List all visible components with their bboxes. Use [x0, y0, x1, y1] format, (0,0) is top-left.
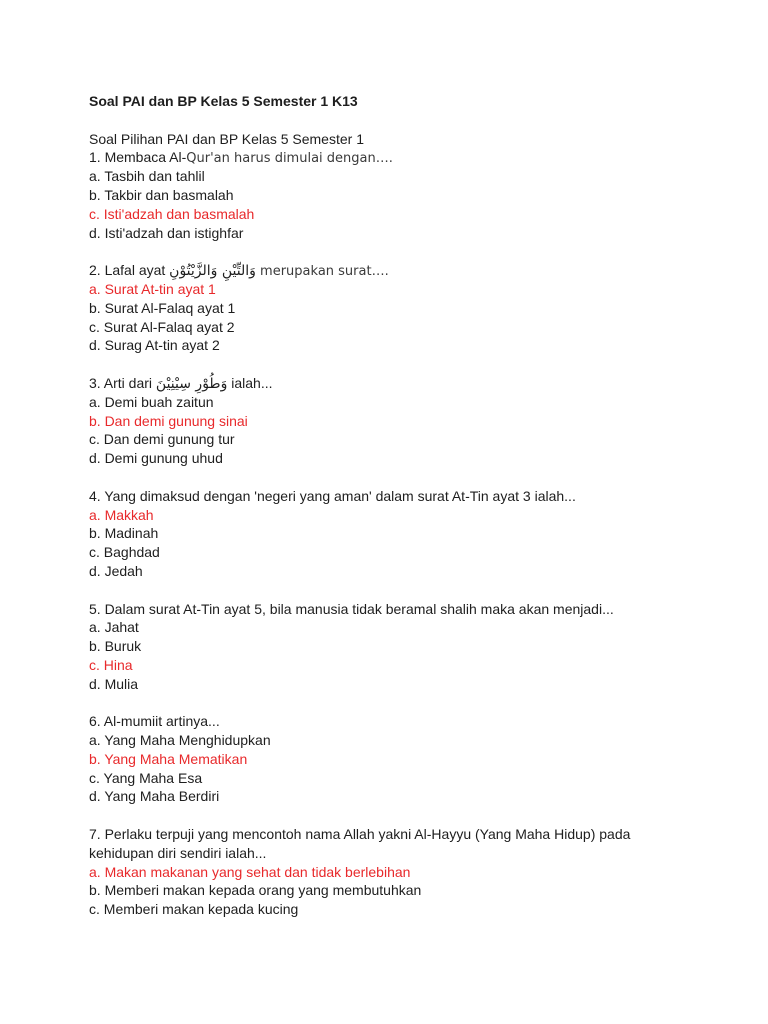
question-4-text: 4. Yang dimaksud dengan 'negeri yang aman' dalam surat At-Tin ayat 3 ialah...: [89, 487, 576, 504]
question-2-text: [89, 261, 739, 280]
question-2-option-a: a. Surat At-tin ayat 1: [89, 280, 216, 297]
question-1-lead: 1. Membaca Al-: [89, 149, 187, 166]
question-2-lead: 2. Lafal ayat: [89, 262, 170, 279]
spacer: [89, 468, 739, 487]
question-6-option-c: c. Yang Maha Esa: [89, 769, 203, 786]
question-2-option-b: b. Surat Al-Falaq ayat 1: [89, 299, 236, 316]
question-6-text: 6. Al-mumiit artinya...: [89, 713, 220, 730]
question-4-option-a: a. Makkah: [89, 506, 154, 523]
section-heading: Soal Pilihan PAI dan BP Kelas 5 Semester 1: [89, 130, 364, 147]
question-1-rest: Qur'an harus dimulai dengan….: [186, 151, 393, 167]
question-5-option-d: d. Mulia: [89, 675, 139, 692]
question-5-option-a: a. Jahat: [89, 619, 139, 636]
question-6-option-d: d. Yang Maha Berdiri: [89, 788, 220, 805]
question-7-option-a: a. Makan makanan yang sehat dan tidak berlebihan: [89, 863, 411, 880]
question-3-rest: ialah...: [227, 374, 273, 391]
spacer: [89, 581, 739, 600]
question-7-option-b: b. Memberi makan kepada orang yang membutuhkan: [89, 882, 422, 899]
spacer: [89, 694, 739, 713]
question-3-arabic-verse: وَطُوْرِ سِيْنِيْنَ: [155, 375, 228, 392]
spacer: [89, 355, 739, 374]
question-5-text: 5. Dalam surat At-Tin ayat 5, bila manusia tidak beramal shalih maka akan menjadi...: [89, 600, 614, 617]
question-2-arabic-verse: وَالتِّيْنِ وَالزَّيْتُوْنِ: [169, 263, 256, 280]
question-4-option-d: d. Jedah: [89, 562, 143, 579]
document-title: Soal PAI dan BP Kelas 5 Semester 1 K13: [89, 93, 358, 109]
spacer: [89, 806, 739, 825]
question-3-option-d: d. Demi gunung uhud: [89, 450, 223, 467]
question-5-option-b: b. Buruk: [89, 638, 142, 655]
question-7-text-continuation: kehidupan diri sendiri ialah...: [89, 844, 267, 861]
spacer: [89, 111, 739, 130]
question-6-option-b: b. Yang Maha Mematikan: [89, 750, 248, 767]
question-3-option-c: c. Dan demi gunung tur: [89, 431, 235, 448]
document-page: [89, 92, 739, 919]
question-7-text: 7. Perlaku terpuji yang mencontoh nama Allah yakni Al-Hayyu (Yang Maha Hidup) pada: [89, 826, 631, 843]
question-1-option-c: c. Isti'adzah dan basmalah: [89, 205, 255, 222]
question-1-option-d: d. Isti'adzah dan istighfar: [89, 224, 244, 241]
question-2-rest: merupakan surat….: [255, 264, 389, 280]
question-4-option-b: b. Madinah: [89, 525, 159, 542]
question-4-option-c: c. Baghdad: [89, 544, 160, 561]
question-1-option-b: b. Takbir dan basmalah: [89, 186, 234, 203]
spacer: [89, 242, 739, 261]
question-3-lead: 3. Arti dari: [89, 374, 156, 391]
question-3-option-b: b. Dan demi gunung sinai: [89, 412, 248, 429]
question-3-text: [89, 374, 739, 393]
question-2-option-d: d. Surag At-tin ayat 2: [89, 337, 220, 354]
question-6-option-a: a. Yang Maha Menghidupkan: [89, 732, 271, 749]
question-1-text: [89, 148, 739, 167]
question-2-option-c: c. Surat Al-Falaq ayat 2: [89, 318, 235, 335]
question-1-option-a: a. Tasbih dan tahlil: [89, 168, 205, 185]
question-3-option-a: a. Demi buah zaitun: [89, 393, 214, 410]
question-7-option-c: c. Memberi makan kepada kucing: [89, 901, 299, 918]
question-5-option-c: c. Hina: [89, 656, 133, 673]
